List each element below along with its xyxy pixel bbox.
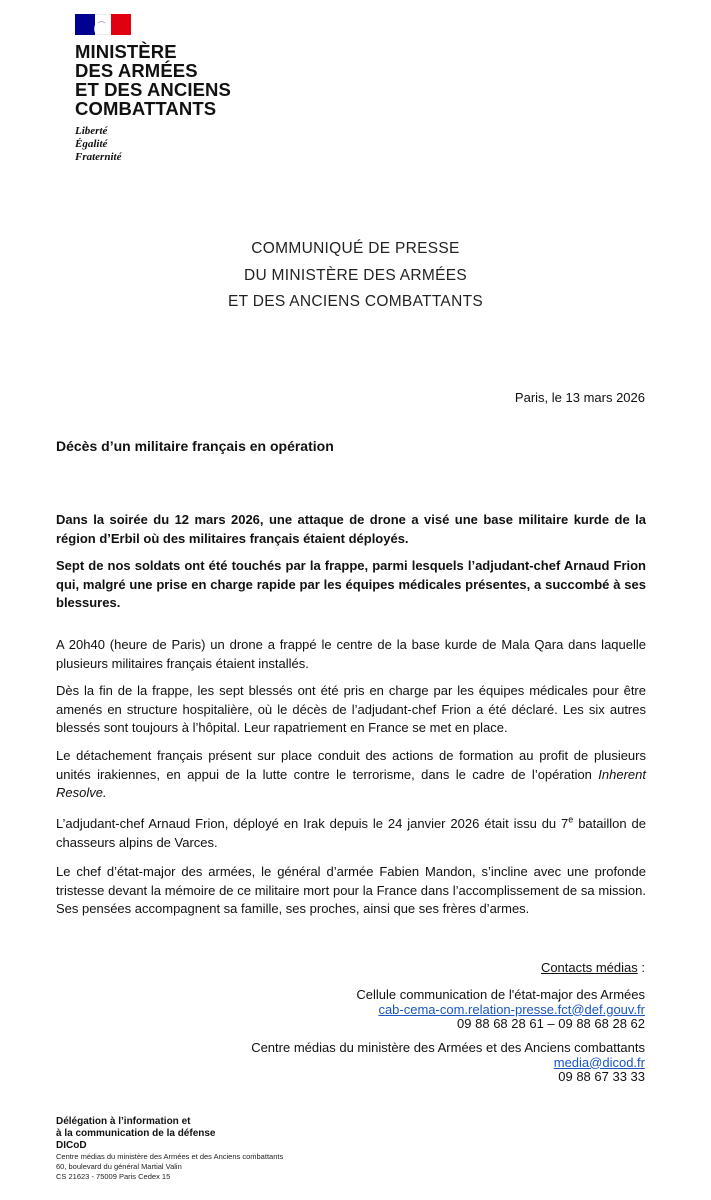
- contact-phone: 09 88 68 28 61 – 09 88 68 28 62: [457, 1016, 645, 1031]
- footer: [56, 1116, 283, 1182]
- motto-line: Fraternité: [75, 151, 122, 163]
- republic-motto: [75, 125, 295, 164]
- title-line: COMMUNIQUÉ DE PRESSE: [251, 240, 460, 257]
- paragraph-text: L’adjudant-chef Arnaud Frion, déployé en Irak depuis le 24 janvier 2026 était issu du 7: [56, 816, 569, 831]
- document-title: [0, 236, 711, 316]
- lead-paragraph-2: Sept de nos soldats ont été touchés par la frappe, parmi lesquels l’adjudant-chef Arnaud Frion qui, malgré une prise en charge rapide par les équipes médicales présentes, a succombé à ses blessures.: [56, 558, 646, 610]
- operation-name: Inherent Resolve.: [56, 766, 646, 800]
- footer-org-line: Délégation à l’information et: [56, 1116, 191, 1127]
- ministry-name: [75, 42, 295, 118]
- footer-address-line: CS 21623 - 75009 Paris Cedex 15: [56, 1172, 171, 1181]
- contact-name: Centre médias du ministère des Armées et des Anciens combattants: [251, 1040, 645, 1055]
- contact-phone: 09 88 67 33 33: [558, 1069, 645, 1084]
- contacts-title-suffix: :: [637, 960, 645, 975]
- body-paragraph-2: Dès la fin de la frappe, les sept blessés ont été pris en charge par les équipes médicales pour être amenés en structure hospitalière, où le décès de l’adjudant-chef Frion a été déclaré. Les six autres blessés sont toujours à l’hôpital. Leur rapatriement en France se met en place.: [56, 683, 646, 735]
- dateline: Paris, le 13 mars 2026: [514, 390, 645, 405]
- contact-name: Cellule communication de l'état-major des Armées: [356, 987, 645, 1002]
- paragraph-text: Le détachement français présent sur place conduit des actions de formation au profit de plusieurs unités irakiennes, en appui de la lutte contre le terrorisme, dans le cadre de l’opération: [56, 748, 646, 782]
- contact-email-link[interactable]: media@dicod.fr: [553, 1054, 645, 1070]
- contact-email-link[interactable]: cab-cema-com.relation-presse.fct@def.gouv.fr: [378, 1001, 645, 1017]
- footer-org-line: DICoD: [56, 1140, 87, 1151]
- body-paragraph-4: [56, 815, 646, 852]
- ministry-line: ET DES ANCIENS: [75, 79, 231, 100]
- marianne-flag-icon: [75, 14, 131, 35]
- paragraph-text: bataillon de chasseurs alpins de Varces.: [56, 816, 646, 850]
- motto-line: Égalité: [75, 138, 108, 150]
- body-paragraph-5: Le chef d’état-major des armées, le général d’armée Fabien Mandon, s’incline avec une profonde tristesse devant la mémoire de ce militaire mort pour la France dans l’accomplissement de sa mission. Ses pensées accompagnent sa famille, ses proches, ainsi que ses frères d’armes.: [56, 864, 646, 916]
- contacts-heading: [541, 960, 645, 975]
- ministry-line: DES ARMÉES: [75, 60, 198, 81]
- footer-address-line: 60, boulevard du général Martial Valin: [56, 1162, 182, 1171]
- ordinal-suffix: e: [568, 814, 574, 825]
- motto-line: Liberté: [75, 125, 108, 137]
- subject-heading: Décès d’un militaire français en opération: [56, 438, 334, 454]
- contact-block-ema: [356, 988, 645, 1032]
- footer-address-line: Centre médias du ministère des Armées et des Anciens combattants: [56, 1152, 284, 1161]
- contacts-title: Contacts médias: [540, 960, 638, 975]
- body-paragraph-1: A 20h40 (heure de Paris) un drone a frappé le centre de la base kurde de Mala Qara dans laquelle plusieurs militaires français étaient installés.: [56, 637, 646, 671]
- contact-block-dicod: [251, 1041, 645, 1085]
- lead-paragraph-1: Dans la soirée du 12 mars 2026, une attaque de drone a visé une base militaire kurde de la région d’Erbil où des militaires français étaient déployés.: [56, 512, 646, 546]
- title-line: DU MINISTÈRE DES ARMÉES: [243, 266, 468, 284]
- title-line: ET DES ANCIENS COMBATTANTS: [228, 293, 483, 310]
- ministry-line: MINISTÈRE: [75, 41, 177, 62]
- footer-org-line: à la communication de la défense: [56, 1128, 216, 1139]
- body-paragraph-3: [56, 747, 646, 803]
- ministry-line: COMBATTANTS: [75, 98, 217, 119]
- ministry-logo: [75, 14, 295, 164]
